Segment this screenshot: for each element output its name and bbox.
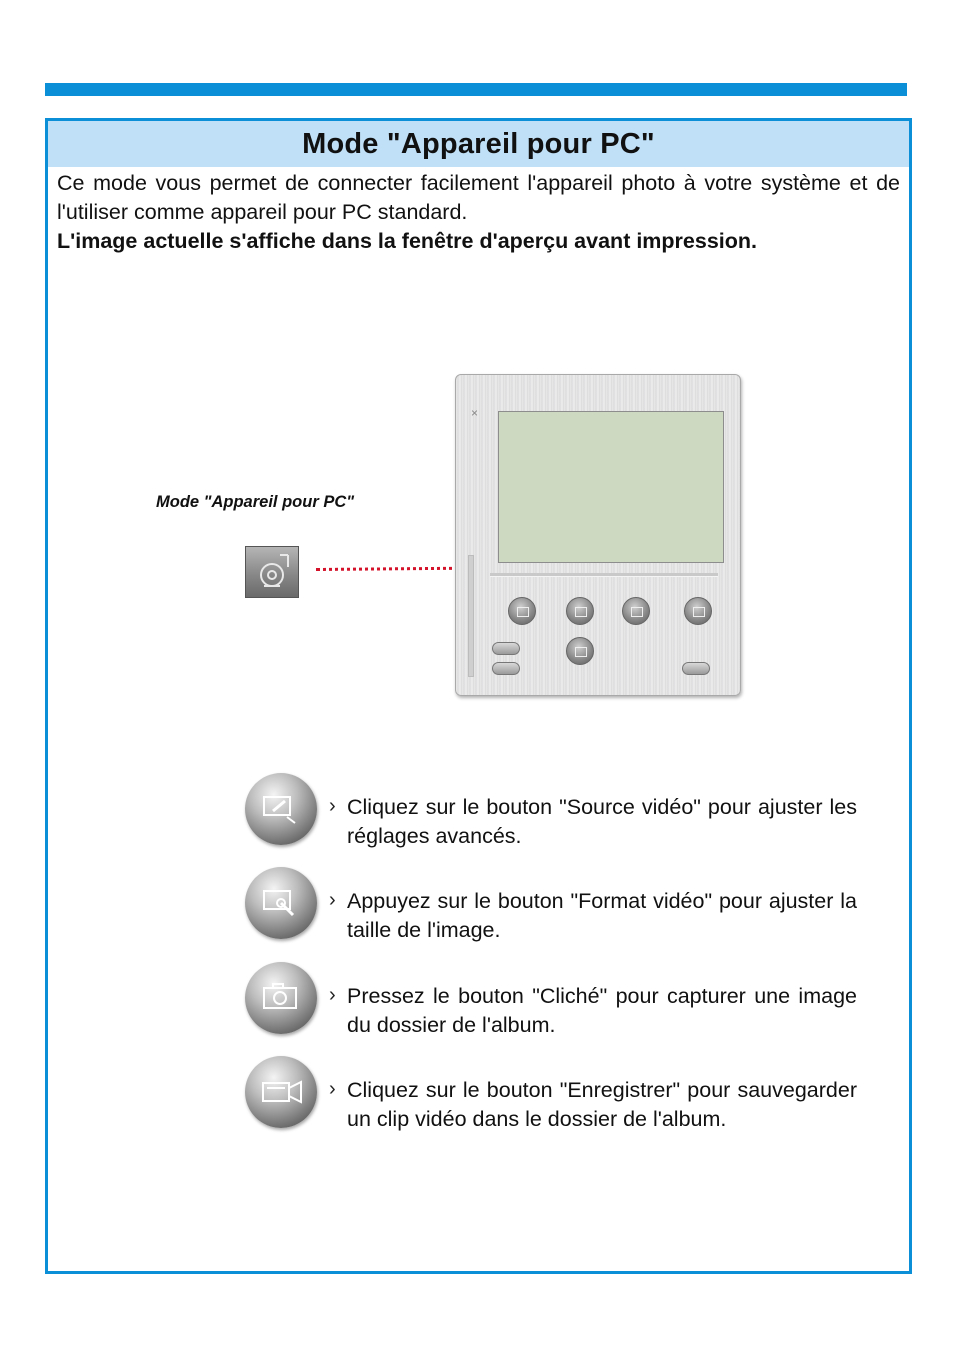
video-format-icon	[245, 867, 317, 939]
progress-rail	[490, 573, 718, 577]
bullet-chevron: ›	[329, 1078, 336, 1100]
camera-app-window	[455, 374, 741, 696]
album-button[interactable]	[492, 662, 520, 675]
snapshot-camera-icon	[245, 962, 317, 1034]
feature-text: Pressez le bouton "Cliché" pour capturer une image du dossier de l'album.	[347, 984, 857, 1037]
figure-caption: Mode "Appareil pour PC"	[156, 493, 355, 511]
record-video-icon	[245, 1056, 317, 1128]
video-source-icon	[245, 773, 317, 845]
content-frame	[45, 118, 912, 1274]
pc-camera-mode-button[interactable]	[492, 642, 520, 655]
feature-text: Cliquez sur le bouton "Source vidéo" pour ajuster les réglages avancés.	[347, 795, 857, 848]
bullet-chevron: ›	[329, 889, 336, 911]
intro-bold-note: L'image actuelle s'affiche dans la fenêtre d'aperçu avant impression.	[57, 229, 757, 253]
intro-text	[57, 169, 900, 256]
bullet-chevron: ›	[329, 795, 336, 817]
bullet-chevron: ›	[329, 984, 336, 1006]
settings-button[interactable]	[566, 637, 594, 665]
exit-button[interactable]	[682, 662, 710, 675]
pc-camera-mode-icon	[245, 546, 299, 598]
slider-track[interactable]	[468, 555, 474, 677]
intro-paragraph: Ce mode vous permet de connecter facilement l'appareil photo à votre système et de l'utiliser comme appareil pour PC standard.	[57, 171, 900, 224]
page-title: Mode "Appareil pour PC"	[302, 128, 655, 160]
snapshot-button[interactable]	[508, 597, 536, 625]
video-format-button[interactable]	[684, 597, 712, 625]
close-icon[interactable]: ×	[471, 406, 479, 420]
feature-text: Cliquez sur le bouton "Enregistrer" pour sauvegarder un clip vidéo dans le dossier de l'album.	[347, 1078, 857, 1131]
preview-screen	[498, 411, 724, 563]
title-band	[48, 121, 909, 167]
record-button[interactable]	[566, 597, 594, 625]
top-accent-bar	[45, 83, 907, 96]
video-source-button[interactable]	[622, 597, 650, 625]
feature-text: Appuyez sur le bouton "Format vidéo" pour ajuster la taille de l'image.	[347, 889, 857, 942]
